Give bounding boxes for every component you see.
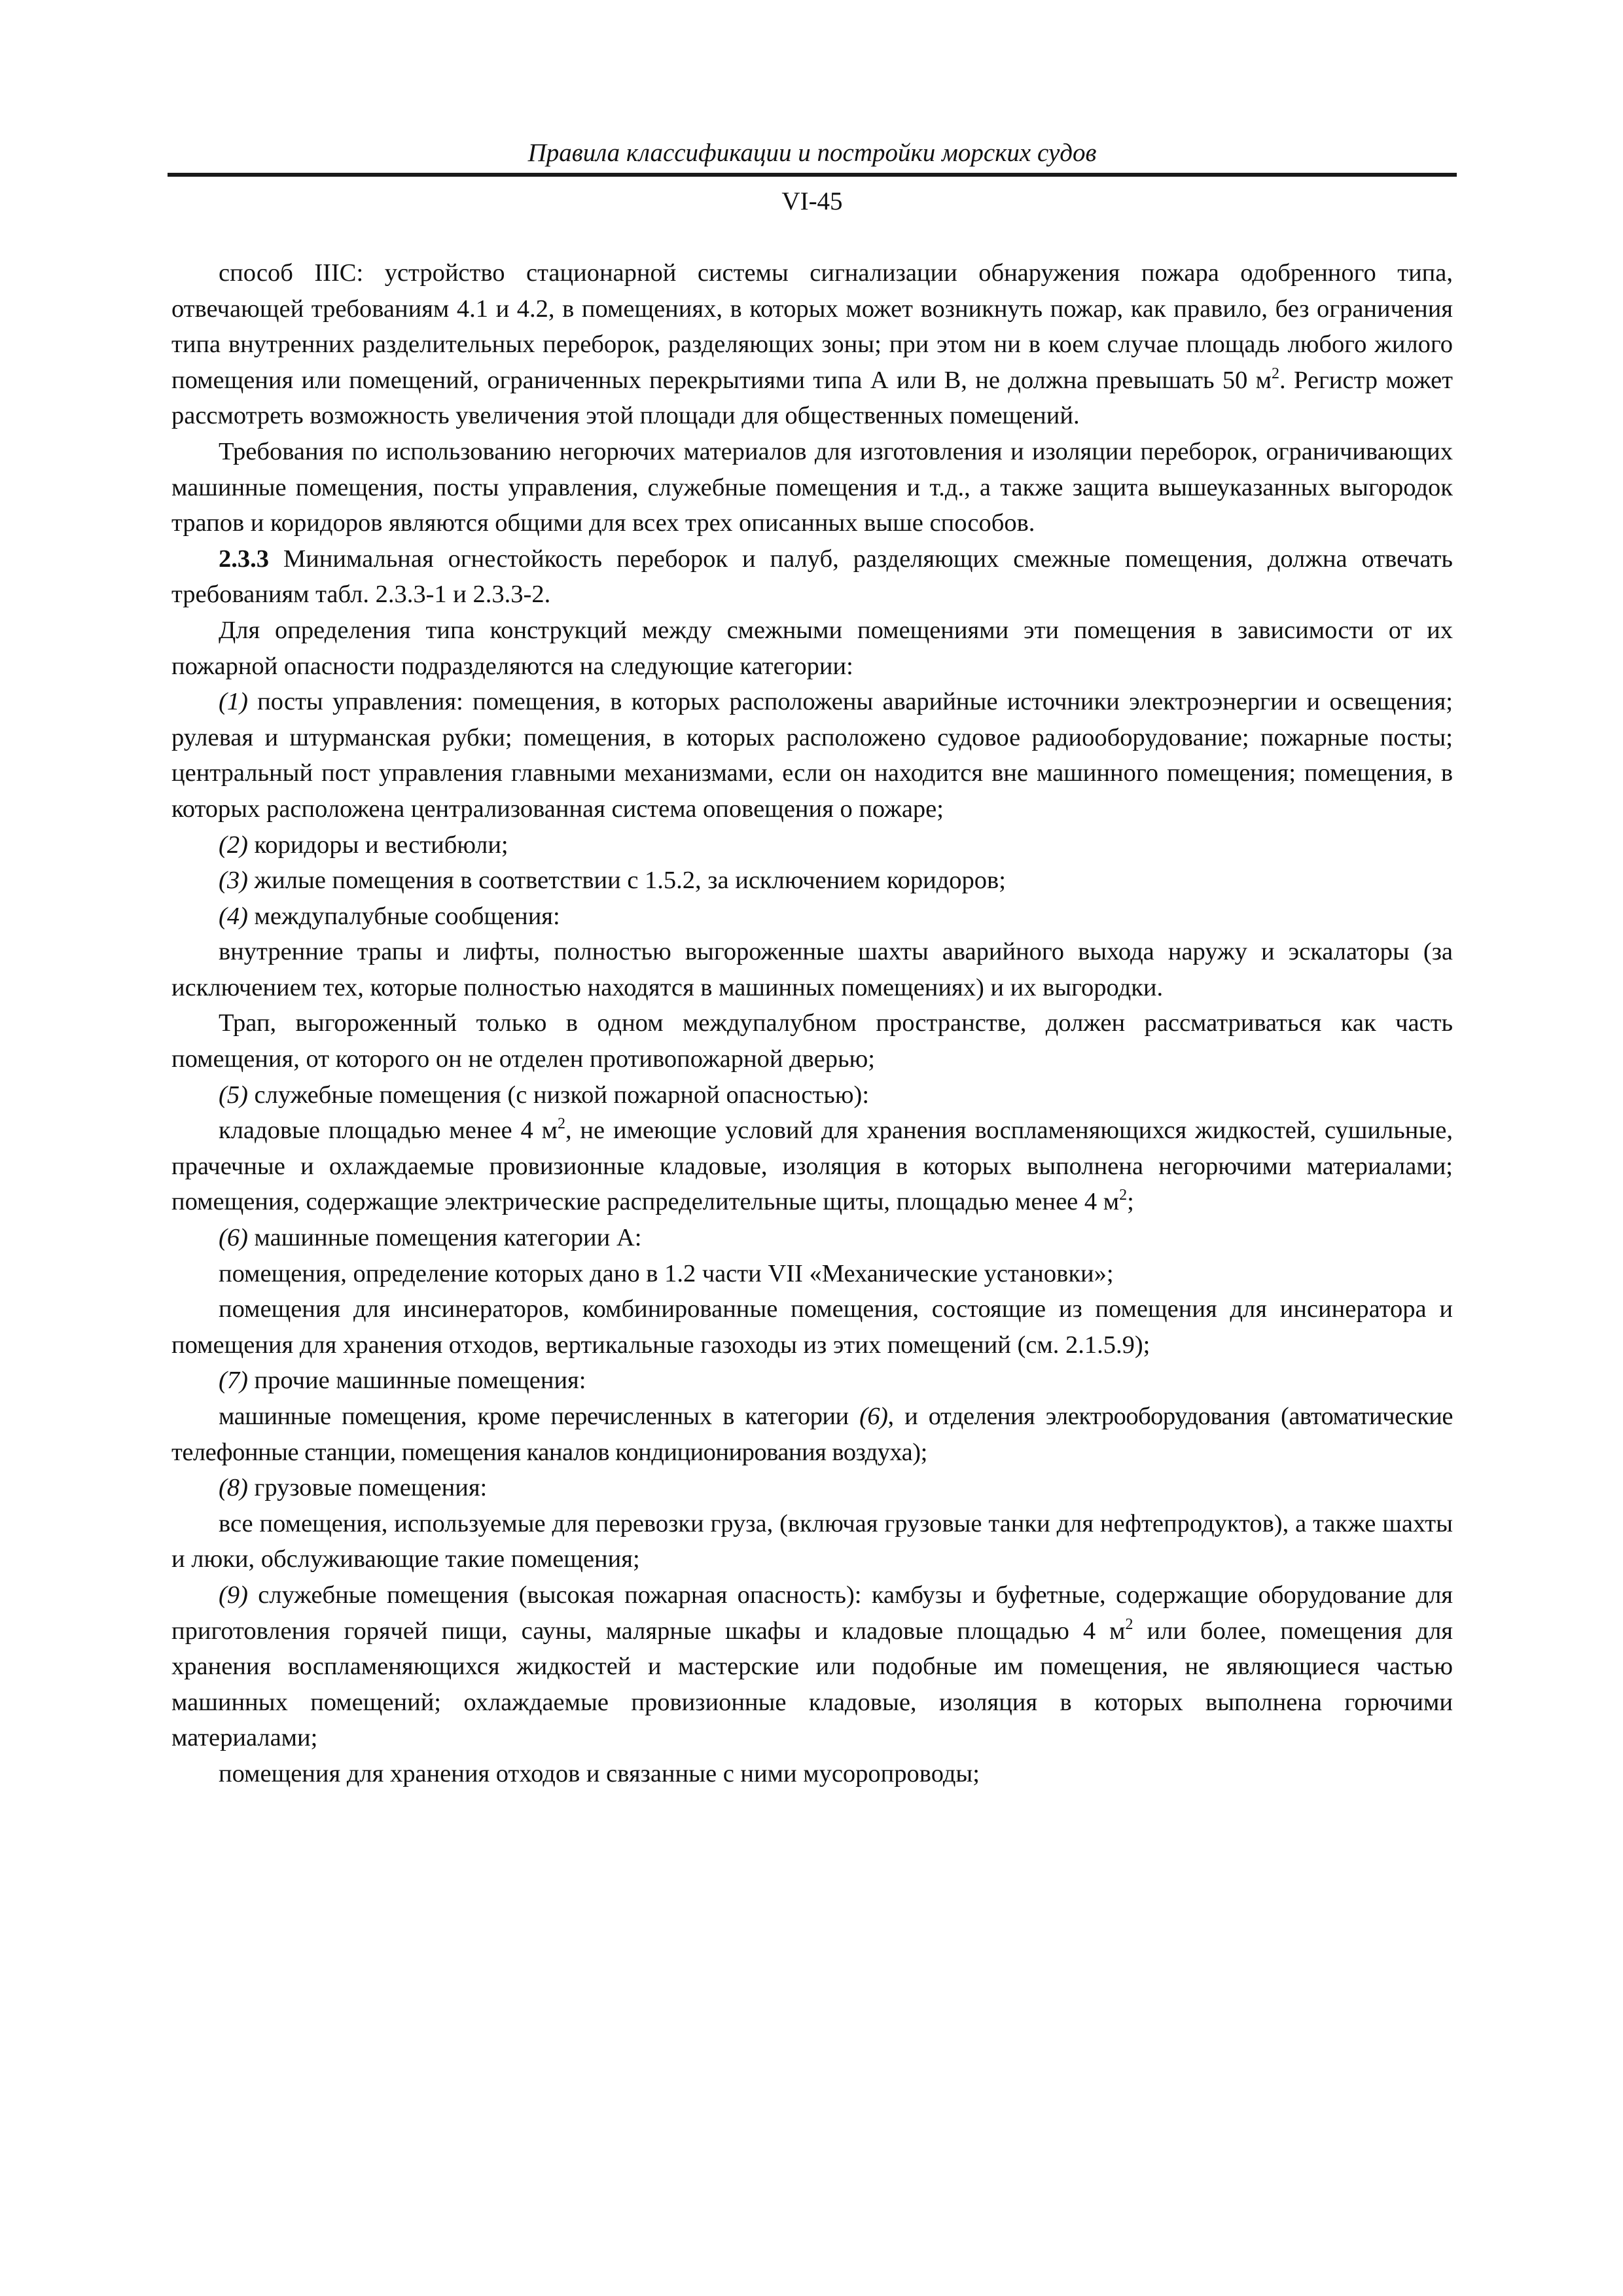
paragraph-p19	[171, 1506, 1453, 1577]
paragraph-p14	[171, 1256, 1453, 1292]
paragraph-text: способ IIIС: устройство стационарной системы сигнализации обнаружения пожара одобренного типа, отвечающей требованиям 4.1 и 4.2, в помещениях, в которых может возникнуть пожар, как правило, без ограничения типа внутренних разделительных переборок, разделяющих зоны; при этом ни в коем случае площадь любого жилого помещения или помещений, ограниченных перекрытиями типа А или В, не должна превышать 50 м	[171, 259, 1453, 394]
paragraph-text: кладовые площадью менее 4 м	[219, 1117, 558, 1145]
paragraph-text: все помещения, используемые для перевозки груза, (включая грузовые танки для нефтепродуктов), а также шахты и люки, обслуживающие такие помещения;	[171, 1509, 1453, 1573]
paragraph-text: Трап, выгороженный только в одном междупалубном пространстве, должен рассматриваться как часть помещения, от которого он не отделен противопожарной дверью;	[171, 1009, 1453, 1073]
category-label: (3)	[219, 867, 248, 895]
paragraph-text: или более, помещения для хранения воспламеняющихся жидкостей и мастерские или подобные им помещения, не являющиеся частью машинных помещений; охлаждаемые провизионные кладовые, изоляция в которых выполнена горючими материалами;	[171, 1617, 1454, 1752]
paragraph-text: грузовые помещения:	[247, 1474, 488, 1502]
superscript: 2	[1125, 1615, 1133, 1633]
paragraph-p8	[171, 899, 1453, 935]
paragraph-p9	[171, 934, 1453, 1005]
paragraph-p21	[171, 1756, 1453, 1792]
paragraph-text: Для определения типа конструкций между смежными помещениями эти помещения в зависимости от их пожарной опасности подразделяются на следующие категории:	[171, 616, 1453, 680]
paragraph-text: . Регистр может рассмотреть возможность увеличения этой площади для общественных помещений.	[171, 366, 1453, 430]
category-label: (6)	[859, 1403, 888, 1430]
paragraph-p7	[171, 863, 1453, 899]
category-label: (1)	[219, 688, 248, 716]
paragraph-p6	[171, 827, 1453, 863]
clause-number: 2.3.3	[219, 545, 269, 573]
category-label: (9)	[219, 1581, 248, 1609]
paragraph-p17	[171, 1399, 1453, 1470]
running-header	[168, 135, 1457, 177]
paragraph-p15	[171, 1291, 1453, 1363]
superscript: 2	[1272, 365, 1280, 382]
paragraph-text: коридоры и вестибюли;	[247, 831, 508, 859]
paragraph-p16	[171, 1363, 1453, 1399]
superscript: 2	[557, 1115, 565, 1133]
paragraph-p20	[171, 1577, 1453, 1756]
paragraph-text: Минимальная огнестойкость переборок и палуб, разделяющих смежные помещения, должна отвечать требованиям табл. 2.3.3-1 и 2.3.3-2.	[171, 545, 1453, 609]
paragraph-text: помещения, определение которых дано в 1.2 части VII «Механические установки»;	[219, 1259, 1114, 1287]
paragraph-p13	[171, 1220, 1453, 1256]
paragraph-text: прочие машинные помещения:	[247, 1367, 586, 1395]
category-label: (5)	[219, 1081, 248, 1109]
paragraph-text: помещения для хранения отходов и связанные с ними мусоропроводы;	[219, 1759, 980, 1787]
paragraph-text: машинные помещения категории А:	[247, 1224, 642, 1252]
paragraph-p2	[171, 434, 1453, 541]
category-label: (7)	[219, 1367, 248, 1395]
paragraph-text: Требования по использованию негорючих материалов для изготовления и изоляции переборок, ограничивающих машинные помещения, посты управления, служебные помещения и т.д., а также защита вышеуказанных выгородок трапов и коридоров являются общими для всех трех описанных выше способов.	[171, 437, 1453, 537]
category-label: (4)	[219, 902, 248, 930]
paragraph-text: , не имеющие условий для хранения воспламеняющихся жидкостей, сушильные, прачечные и охлаждаемые провизионные кладовые, изоляция в которых выполнена негорючими материалами; помещения, содержащие электрические распределительные щиты, площадью менее 4 м	[171, 1117, 1453, 1216]
paragraph-p18	[171, 1470, 1453, 1506]
paragraph-p12	[171, 1113, 1453, 1220]
superscript: 2	[1119, 1187, 1128, 1204]
paragraph-text: , и отделения электрооборудования (автоматические телефонные станции, помещения каналов кондиционирования воздуха);	[171, 1403, 1454, 1466]
paragraph-text: междупалубные сообщения:	[247, 902, 560, 930]
category-label: (2)	[219, 831, 248, 859]
paragraph-p5	[171, 684, 1453, 827]
paragraph-text: служебные помещения (высокая пожарная опасность): камбузы и буфетные, содержащие оборудование для приготовления горячей пищи, сауны, малярные шкафы и кладовые площадью 4 м	[171, 1581, 1453, 1645]
document-body	[171, 255, 1453, 1792]
paragraph-text: внутренние трапы и лифты, полностью выгороженные шахты аварийного выхода наружу и эскалаторы (за исключением тех, которые полностью находятся в машинных помещениях) и их выгородки.	[171, 938, 1453, 1001]
category-label: (8)	[219, 1474, 248, 1502]
paragraph-text: служебные помещения (с низкой пожарной опасностью):	[247, 1081, 870, 1109]
paragraph-p3	[171, 541, 1453, 613]
paragraph-text: посты управления: помещения, в которых расположены аварийные источники электроэнергии и освещения; рулевая и штурманская рубки; помещения, в которых расположено судовое радиооборудование; пожарные посты; центральный пост управления главными механизмами, если он находится вне машинного помещения; помещения, в которых расположена централизованная система оповещения о пожаре;	[171, 688, 1453, 823]
category-label: (6)	[219, 1224, 248, 1252]
paragraph-p11	[171, 1077, 1453, 1113]
paragraph-p10	[171, 1005, 1453, 1077]
paragraph-p4	[171, 613, 1453, 684]
paragraph-p1	[171, 255, 1453, 434]
paragraph-text: жилые помещения в соответствии с 1.5.2, за исключением коридоров;	[247, 867, 1006, 895]
paragraph-text: помещения для инсинераторов, комбинированные помещения, состоящие из помещения для инсинератора и помещения для хранения отходов, вертикальные газоходы из этих помещений (см. 2.1.5.9);	[171, 1295, 1453, 1359]
paragraph-text: ;	[1127, 1188, 1134, 1216]
paragraph-text: машинные помещения, кроме перечисленных в категории	[219, 1403, 860, 1430]
page-number: VI-45	[781, 187, 843, 215]
header-title: Правила классификации и постройки морских судов	[527, 139, 1097, 167]
